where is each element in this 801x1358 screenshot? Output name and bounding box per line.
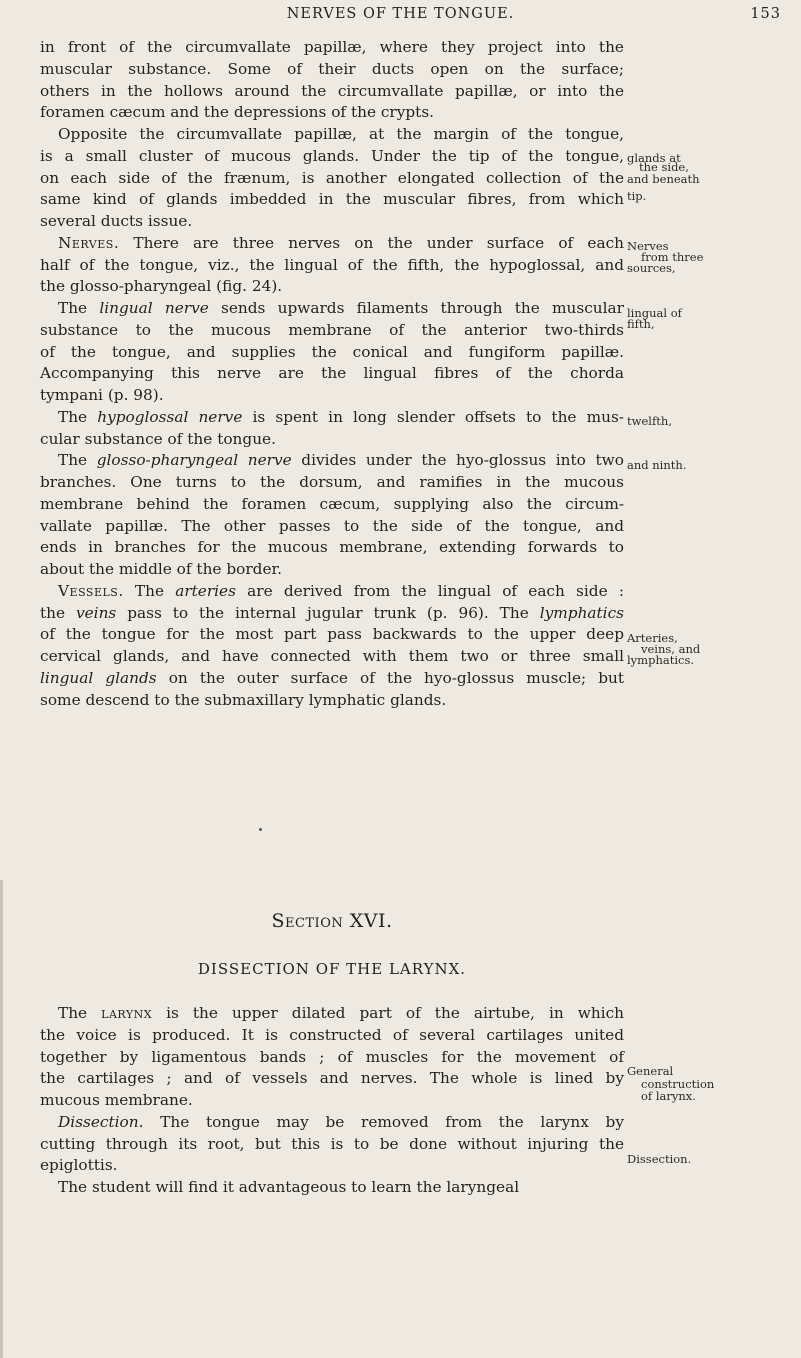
paragraph-glands-front: in front of the circumvallate papillæ, where they project into the muscular substance. Some of their ducts open on the surface; others in the hollows around the circumvallate papillæ, or into the foramen cæcum and the depressions of the crypts. [40,38,624,122]
paragraph-larynx: The larynx is the upper dilated part of the airtube, in which the voice is produced. It is constructed of several cartilages united together by ligamentous bands ; of muscles for the movement of the cartilages ; and of vessels and nerves. The whole is lined by mucous membrane. [40,1004,624,1109]
page-number: 153 [750,6,781,22]
section-heading: Section XVI. [271,910,393,932]
margin-note-twelfth: twelfth, [627,414,672,428]
book-page: NERVES OF THE TONGUE. 153 in front of the circumvallate papillæ, where they project into the muscular substance. Some of their ducts open on the surface; others in the hollows around the circumvallate papillæ, or into the foramen cæcum and the depressions of the crypts. Opposite the circumvallate papillæ, at the margin of the tongue, is a small cluster of mucous glands. Under the tip of the tongue, on each side of the frænum, is another elongated collection of the same kind of glands imbedded in the muscular fibres, from which several ducts issue. Nerves. There are three nerves on the under surface of each half of the tongue, viz., the lingual of the fifth, the hypoglossal, and the glosso-pharyngeal (fig. 24). The lingual nerve sends upwards filaments through the muscular substance to the mucous membrane of the anterior two-thirds of the tongue, and supplies the conical and fungiform papillæ. Accompanying this nerve are the lingual fibres of the chorda tympani (p. 98). The hypoglossal nerve is spent in long slender offsets to the mus- cular substance of the tongue. The glosso-pharyngeal nerve divides under the hyo-glossus into two branches. One turns to the dorsum, and ramifies in the mucous membrane behind the foramen cæcum, supplying also the circum- vallate papillæ. The other passes to the side of the tongue, and ends in branches for the mucous membrane, extending forwards to about the middle of the border. Vessels. The arteries are derived from the lingual of each side : the veins pass to the internal jugular trunk (p. 96). The lymphatics of the tongue for the most part pass backwards to the upper deep cervical glands, and have connected with them two or three small lingual glands on the outer surface of the hyo-glossus muscle; but some descend to the submaxillary lymphatic glands. Section XVI. DISSECTION OF THE LARYNX. The larynx is the upper dilated part of the airtube, in which the voice is produced. It is constructed of several cartilages united together by ligamentous bands ; of muscles for the movement of the cartilages ; and of vessels and nerves. The whole is lined by mucous membrane. Dissection. The tongue may be removed from the larynx by cutting through its root, but this is to be done without injuring the epiglottis. The student will find it advantageous to learn the laryngeal glands at the side, and beneath tip. Nerves from three sources, lingual of fifth, twelfth, and ninth. Arteries, veins, and lymphatics. General construction of larynx. Dissection. [0,0,801,1358]
binding-shadow [0,880,3,1358]
stray-mark [259,828,262,831]
margin-note-dissection: Dissection. [627,1152,692,1166]
paragraph-nerves: Nerves. There are three nerves on the under surface of each half of the tongue, viz., the lingual of the fifth, the hypoglossal, and the glosso-pharyngeal (fig. 24). [40,233,624,296]
margin-note-ninth: and ninth. [627,458,687,472]
running-header [20,6,781,30]
nerves-heading: Nerves. [58,233,120,252]
margin-note-glands: glands at [627,151,681,165]
running-title: NERVES OF THE TONGUE. [286,6,515,22]
margin-note-nerves: Nerves [627,239,669,253]
body-text-upper [40,37,624,711]
vessels-heading: Vessels. [58,581,124,600]
paragraph-student: The student will find it advantageous to learn the laryngeal [58,1178,520,1196]
paragraph-dissection: Dissection. The tongue may be removed from the larynx by cutting through its root, but this is to be done without injuring the epiglottis. [40,1112,624,1175]
body-text-lower [40,1003,624,1199]
paragraph-glands-side: Opposite the circumvallate papillæ, at the margin of the tongue, is a small cluster of mucous glands. Under the tip of the tongue, on each side of the frænum, is another elongated collection of the same kind of glands imbedded in the muscular fibres, from which several ducts issue. [40,125,624,230]
paragraph-hypoglossal-nerve: The hypoglossal nerve is spent in long slender offsets to the mus- cular substance of the tongue. [40,407,624,448]
paragraph-glosso-pharyngeal-nerve: The glosso-pharyngeal nerve divides under the hyo-glossus into two branches. One turns to the dorsum, and ramifies in the mucous membrane behind the foramen cæcum, supplying also the circum- vallate papillæ. The other passes to the side of the tongue, and ends in branches for the mucous membrane, extending forwards to about the middle of the border. [40,451,624,578]
margin-note-general: General [627,1064,674,1078]
paragraph-lingual-nerve: The lingual nerve sends upwards filaments through the muscular substance to the mucous membrane of the anterior two-thirds of the tongue, and supplies the conical and fungiform papillæ. Accompanying this nerve are the lingual fibres of the chorda tympani (p. 98). [40,299,624,404]
paragraph-vessels: Vessels. The arteries are derived from the lingual of each side : the veins pass to the internal jugular trunk (p. 96). The lymphatics of the tongue for the most part pass backwards to the upper deep cervical glands, and have connected with them two or three small lingual glands on the outer surface of the hyo-glossus muscle; but some descend to the submaxillary lymphatic glands. [40,581,624,709]
margin-note-arteries: Arteries, [627,631,678,645]
section-subheading: DISSECTION OF THE LARYNX. [197,960,467,978]
margin-note-lingual: lingual of [627,306,682,320]
